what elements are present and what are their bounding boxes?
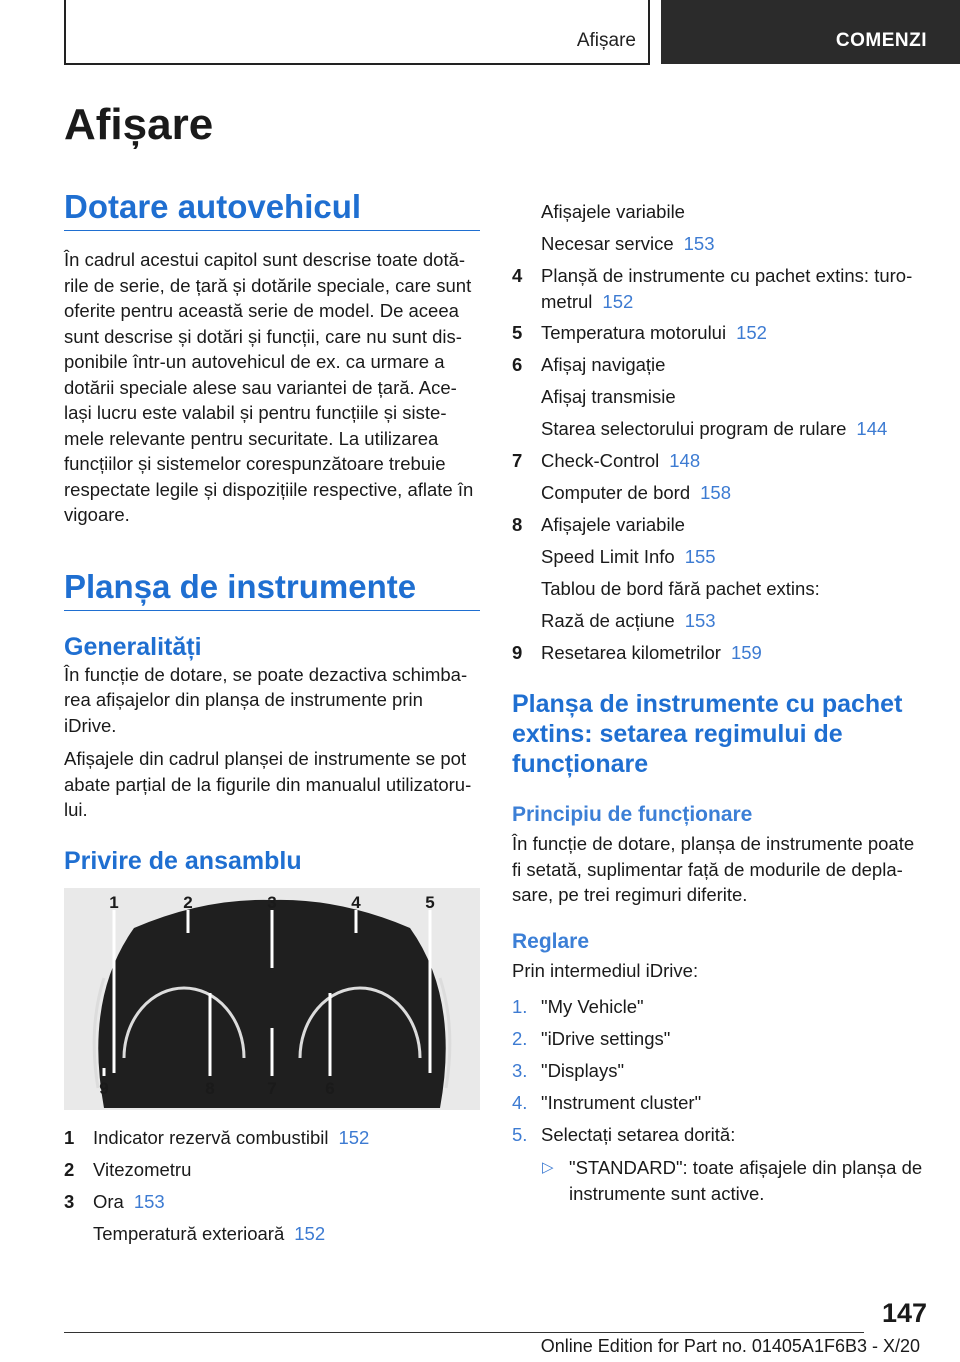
legend-continuation [64,1218,480,1250]
page-number: 147 [881,1298,927,1328]
step-subitem [512,1155,928,1206]
legend-number: 5 [512,322,523,343]
legend-number: 7 [512,450,523,471]
paragraph-reglare: Prin intermediul iDrive: [512,959,699,981]
page-reference-link[interactable]: 152 [294,1222,326,1244]
legend-item [512,445,928,477]
step-text: "Instrument cluster" [541,1092,702,1113]
heading-pachet-extins: Planșa de instrumente cu pachet extins: setarea regimului de funcționare [512,690,903,778]
legend-number: 4 [512,265,523,286]
legend-item [64,1122,480,1154]
legend-list-left [64,1122,480,1250]
legend-text: Computer de bord [541,482,691,503]
footer-edition: Online Edition for Part no. 01405A1F6B3 - X/20 [540,1336,920,1356]
step-number: 4. [512,1092,528,1113]
header-bottom-rule [64,63,650,65]
figure-label-6: 6 [325,1078,335,1098]
legend-item [512,260,928,317]
step-item [512,1055,928,1087]
legend-text: Afișaj transmisie [541,386,676,407]
step-item [512,1119,928,1151]
figure-label-7: 7 [267,1078,277,1098]
figure-label-5: 5 [425,892,435,912]
step-item [512,991,928,1023]
legend-continuation [512,477,928,509]
legend-item [512,349,928,381]
page-reference-link[interactable]: 152 [338,1126,370,1148]
legend-text: Planșă de instrumente cu pachet extins: turo‐metrul [541,265,913,312]
figure-label-3: 3 [267,892,277,912]
legend-text: Necesar service [541,233,674,254]
header-separator [648,0,650,64]
step-text: "My Vehicle" [541,996,644,1017]
heading-dotare: Dotare autovehicul [64,188,480,231]
legend-continuation [512,381,928,413]
footer-rule [64,1332,864,1333]
page-reference-link[interactable]: 155 [684,546,716,567]
legend-continuation [512,541,928,573]
legend-item [64,1154,480,1186]
legend-continuation [512,196,928,228]
page-reference-link[interactable]: 153 [683,233,715,254]
page-reference-link[interactable]: 158 [700,482,731,503]
page-reference-link[interactable]: 152 [736,322,767,343]
page-reference-link[interactable]: 159 [730,642,762,663]
figure-label-4: 4 [351,892,361,912]
legend-text: Rază de acțiune [541,610,675,631]
legend-continuation [512,413,928,445]
instrument-cluster-figure [64,888,480,1110]
step-number: 5. [512,1124,528,1145]
step-item [512,1023,928,1055]
step-subitem-text: "STANDARD": toate afișajele din planșa de instrumente sunt active. [569,1157,923,1204]
heading-plansa: Planșa de instrumente [64,568,480,611]
legend-text: Check-Control [541,450,660,471]
heading-principiu: Principiu de funcționare [512,803,753,826]
page-reference-link[interactable]: 144 [856,418,888,439]
legend-item [512,317,928,349]
legend-continuation [512,605,928,637]
step-text: Selectați setarea dorită: [541,1124,736,1145]
header-chapter-tab[interactable] [661,0,960,64]
page-reference-link[interactable]: 148 [669,450,701,471]
paragraph-principiu: În funcție de dotare, planșa de instrumente poate fi setată, suplimentar față de modurile de depla‐sare, pe trei regimuri diferite. [512,833,915,905]
legend-text: Speed Limit Info [541,546,675,567]
legend-text: Resetarea kilometrilor [541,642,721,663]
page-title: Afișare [64,100,214,149]
step-item [512,1087,928,1119]
legend-text: Afișaj navigație [541,354,666,375]
legend-number: 1 [64,1126,75,1148]
legend-text: Ora [93,1190,124,1212]
left-column [64,188,480,1250]
header-chapter-label: COMENZI [835,30,927,51]
heading-generalitati: Generalități [64,632,202,661]
legend-item [512,509,928,541]
page-reference-link[interactable]: 153 [133,1190,165,1212]
legend-number: 2 [64,1158,75,1180]
legend-item [64,1186,480,1218]
legend-number: 6 [512,354,523,375]
header-section-label: Afișare [576,30,636,51]
legend-text: Afișajele variabile [541,201,685,222]
header-left-rule [64,0,66,64]
legend-text: Starea selectorului program de rulare [541,418,847,439]
legend-text: Vitezometru [93,1158,192,1180]
page-reference-link[interactable]: 153 [684,610,716,631]
legend-text: Afișajele variabile [541,514,685,535]
step-number: 2. [512,1028,528,1049]
steps-list [512,991,928,1206]
step-text: "iDrive settings" [541,1028,671,1049]
heading-privire: Privire de ansamblu [64,846,302,875]
legend-continuation [512,228,928,260]
paragraph-generalitati-1: În funcție de dotare, se poate dezactiva schimba‐rea afișajelor din planșa de instrumente prin iDrive. [64,663,468,736]
step-text: "Displays" [541,1060,625,1081]
triangle-bullet-icon: ▷ [542,1159,554,1176]
right-column [512,196,928,1206]
figure-label-2: 2 [183,892,193,912]
legend-text: Indicator rezervă combustibil [93,1126,329,1148]
legend-text: Tablou de bord fără pachet extins: [541,578,820,599]
figure-label-8: 8 [205,1078,215,1098]
heading-reglare: Reglare [512,929,590,953]
step-number: 1. [512,996,528,1017]
figure-label-1: 1 [109,892,119,912]
figure-label-9: 9 [99,1078,109,1098]
legend-item [512,637,928,669]
legend-text: Temperatură exterioară [93,1222,285,1244]
paragraph-generalitati-2: Afișajele din cadrul planșei de instrumente se pot abate parțial de la figurile din manualul utilizatoru‐lui. [64,748,472,820]
cluster-illustration [64,888,480,1110]
legend-continuation [512,573,928,605]
page-reference-link[interactable]: 152 [602,290,634,312]
step-number: 3. [512,1060,528,1081]
legend-text: Temperatura motorului [541,322,727,343]
legend-number: 9 [512,642,523,663]
paragraph-dotare: În cadrul acestui capitol sunt descrise toate dotă‐rile de serie, de țară și dotările speciale, care sunt oferite pentru această serie de model. De aceea sunt descrise și dotări și funcții, care nu sunt dis‐ponibile într-un autovehicul de ex. ca urmare a dotării speciale alese sau variantei de țară. Ace‐lași lucru este valabil și pentru funcțiile și siste‐mele relevante pentru securitate. La utilizarea funcțiilor și sistemelor corespunzătoare trebuie respectate legile și dispozițiile respective, aflate în vigoare. [64,249,474,525]
legend-number: 3 [64,1190,75,1212]
legend-number: 8 [512,514,523,535]
